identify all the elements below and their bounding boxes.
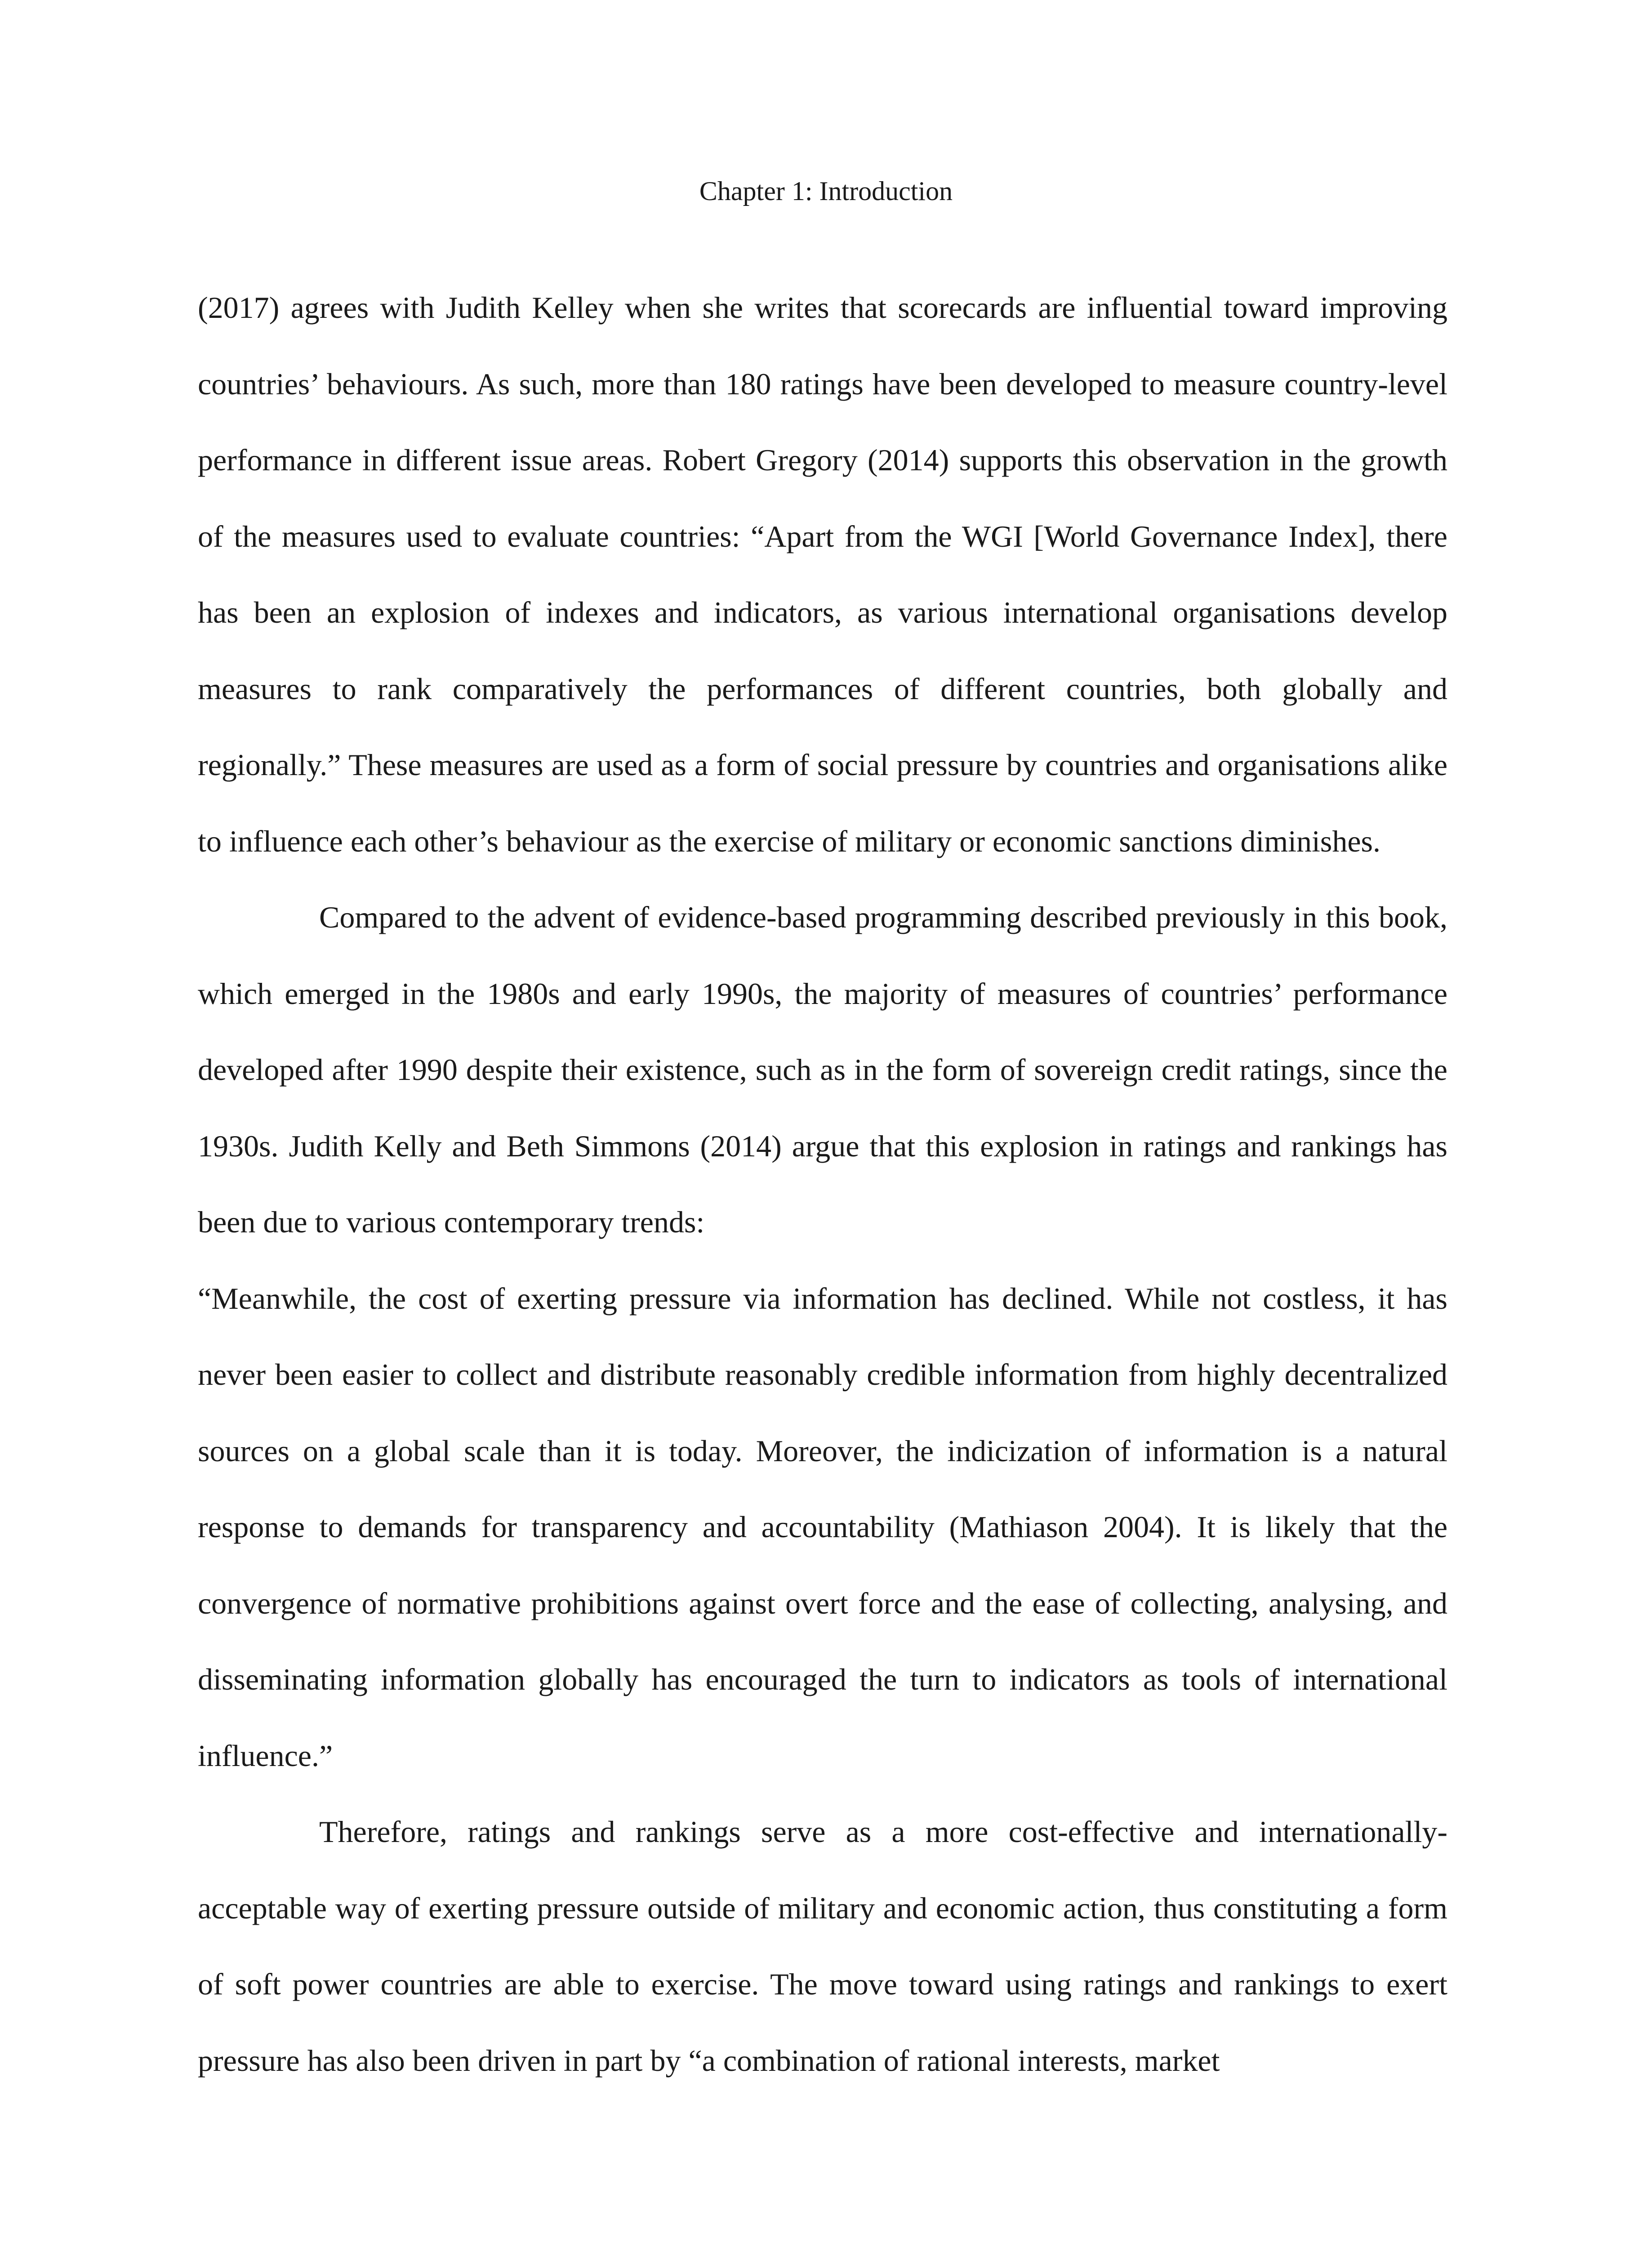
paragraph-3: Therefore, ratings and rankings serve as a more cost-effective and internationally-acceptable way of exerting pressure outside of military and economic action, thus constituting a form of soft power countries are able to exercise. The move toward using ratings and rankings to exert pressure has also been driven in part by “a combination of rational interests, market — [198, 1815, 1447, 2078]
running-header: Chapter 1: Introduction — [699, 176, 953, 206]
paragraph-1: (2017) agrees with Judith Kelley when she writes that scorecards are influential toward improving countries’ behaviours. As such, more than 180 ratings have been developed to measure country-level performance in different issue areas. Robert Gregory (2014) supports this observation in the growth of the measures used to evaluate countries: “Apart from the WGI [World Governance Index], there has been an explosion of indexes and indicators, as various international organisations develop measures to rank comparatively the performances of different countries, both globally and regionally.” These measures are used as a form of social pressure by countries and organisations alike to influence each other’s behaviour as the exercise of military or economic sanctions diminishes. — [198, 290, 1447, 858]
body-text — [198, 270, 1447, 2099]
block-quote: “Meanwhile, the cost of exerting pressure via information has declined. While not costless, it has never been easier to collect and distribute reasonably credible information from highly decentralized sources on a global scale than it is today. Moreover, the indicization of information is a natural response to demands for transparency and accountability (Mathiason 2004). It is likely that the convergence of normative prohibitions against overt force and the ease of collecting, analysing, and disseminating information globally has encouraged the turn to indicators as tools of international influence.” — [198, 1281, 1447, 1773]
paragraph-2: Compared to the advent of evidence-based programming described previously in this book, which emerged in the 1980s and early 1990s, the majority of measures of countries’ performance developed after 1990 despite their existence, such as in the form of sovereign credit ratings, since the 1930s. Judith Kelly and Beth Simmons (2014) argue that this explosion in ratings and rankings has been due to various contemporary trends: — [198, 900, 1447, 1239]
